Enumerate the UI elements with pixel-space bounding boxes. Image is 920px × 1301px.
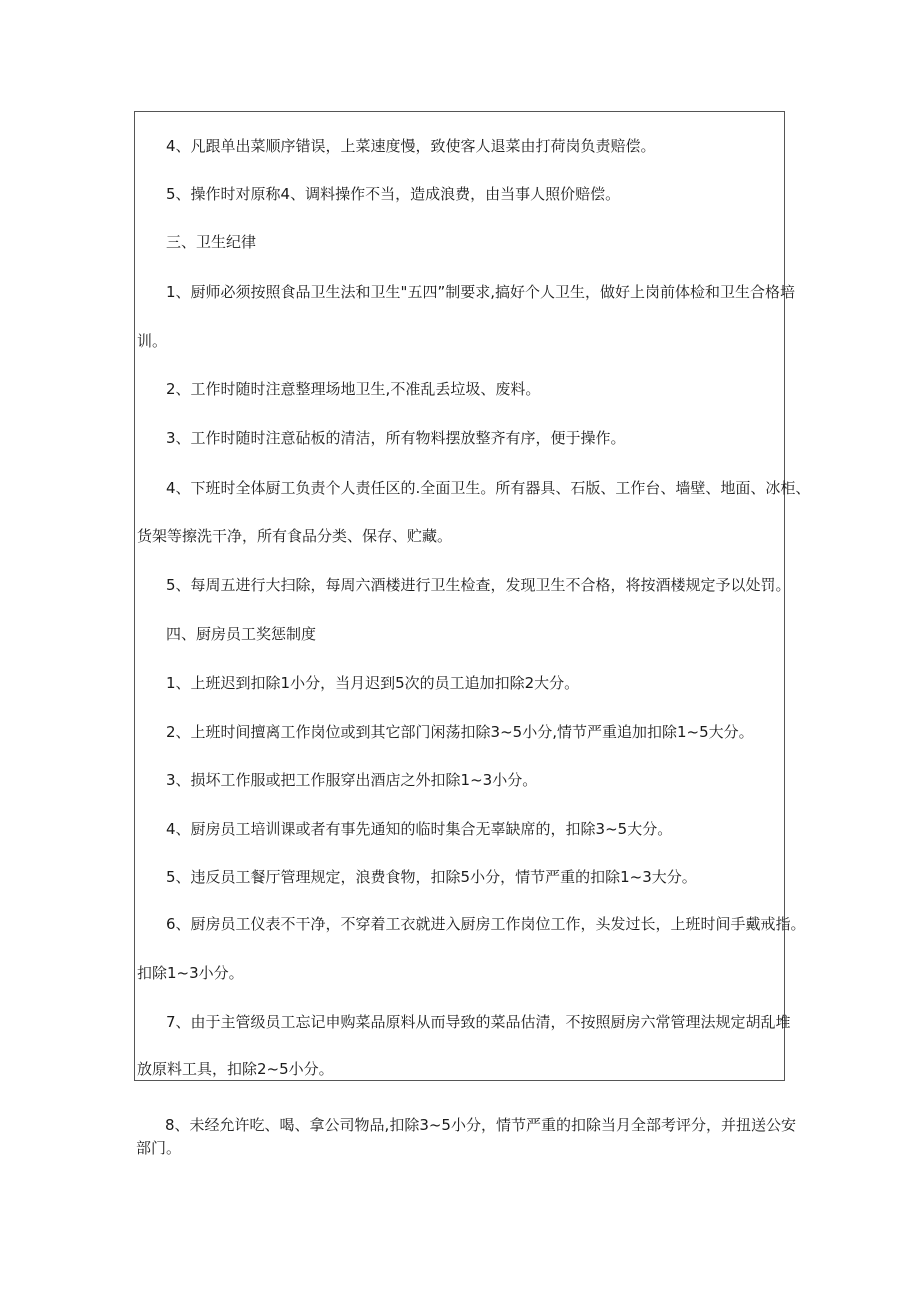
paragraph-line-continuation: 放原料工具，扣除2~5小分。 xyxy=(137,1060,334,1078)
paragraph-line: 1、厨师必须按照食品卫生法和卫生"五四”制要求,搞好个人卫生，做好上岗前体检和卫生合格培 xyxy=(166,283,795,301)
paragraph-line-continuation: 货架等擦洗干净，所有食品分类、保存、贮藏。 xyxy=(137,527,453,545)
paragraph-line: 5、违反员工餐厅管理规定，浪费食物，扣除5小分，情节严重的扣除1~3大分。 xyxy=(166,868,697,886)
paragraph-line-continuation: 训。 xyxy=(137,332,168,350)
paragraph-line: 5、每周五进行大扫除，每周六酒楼进行卫生检查，发现卫生不合格，将按酒楼规定予以处罚。 xyxy=(166,576,791,594)
paragraph-line: 4、凡跟单出菜顺序错误，上菜速度慢，致使客人退菜由打荷岗负责赔偿。 xyxy=(166,137,656,155)
paragraph-line: 1、上班迟到扣除1小分，当月迟到5次的员工追加扣除2大分。 xyxy=(166,674,580,692)
bordered-text-box xyxy=(134,111,811,1081)
paragraph-line-outside-continuation: 部门。 xyxy=(136,1139,182,1157)
paragraph-line: 3、损坏工作服或把工作服穿出酒店之外扣除1~3小分。 xyxy=(166,771,538,789)
paragraph-line: 6、厨房员工仪表不干净，不穿着工衣就进入厨房工作岗位工作，头发过长，上班时间手戴戒指。 xyxy=(166,915,806,933)
paragraph-line-continuation: 扣除1~3小分。 xyxy=(137,964,244,982)
paragraph-line: 5、操作时对原称4、调料操作不当，造成浪费，由当事人照价赔偿。 xyxy=(166,185,621,203)
paragraph-line: 2、工作时随时注意整理场地卫生,不准乱丢垃圾、废料。 xyxy=(166,380,541,398)
section-heading-rewards: 四、厨房员工奖惩制度 xyxy=(166,625,317,643)
paragraph-line: 7、由于主管级员工忘记申购菜品原料从而导致的菜品估清，不按照厨房六常管理法规定胡乱堆 xyxy=(166,1013,791,1031)
paragraph-line: 2、上班时间擅离工作岗位或到其它部门闲荡扣除3~5小分,情节严重追加扣除1~5大分。 xyxy=(166,723,754,741)
paragraph-line-outside: 8、未经允许吃、喝、拿公司物品,扣除3~5小分，情节严重的扣除当月全部考评分，并扭送公安 xyxy=(165,1116,796,1134)
paragraph-line: 4、厨房员工培训课或者有事先通知的临时集合无辜缺席的，扣除3~5大分。 xyxy=(166,820,673,838)
paragraph-line: 4、下班时全体厨工负责个人责任区的.全面卫生。所有器具、石版、工作台、墙壁、地面、冰柜、 xyxy=(166,479,811,497)
paragraph-line: 3、工作时随时注意砧板的清洁，所有物料摆放整齐有序，便于操作。 xyxy=(166,429,626,447)
section-heading-hygiene: 三、卫生纪律 xyxy=(166,233,257,251)
